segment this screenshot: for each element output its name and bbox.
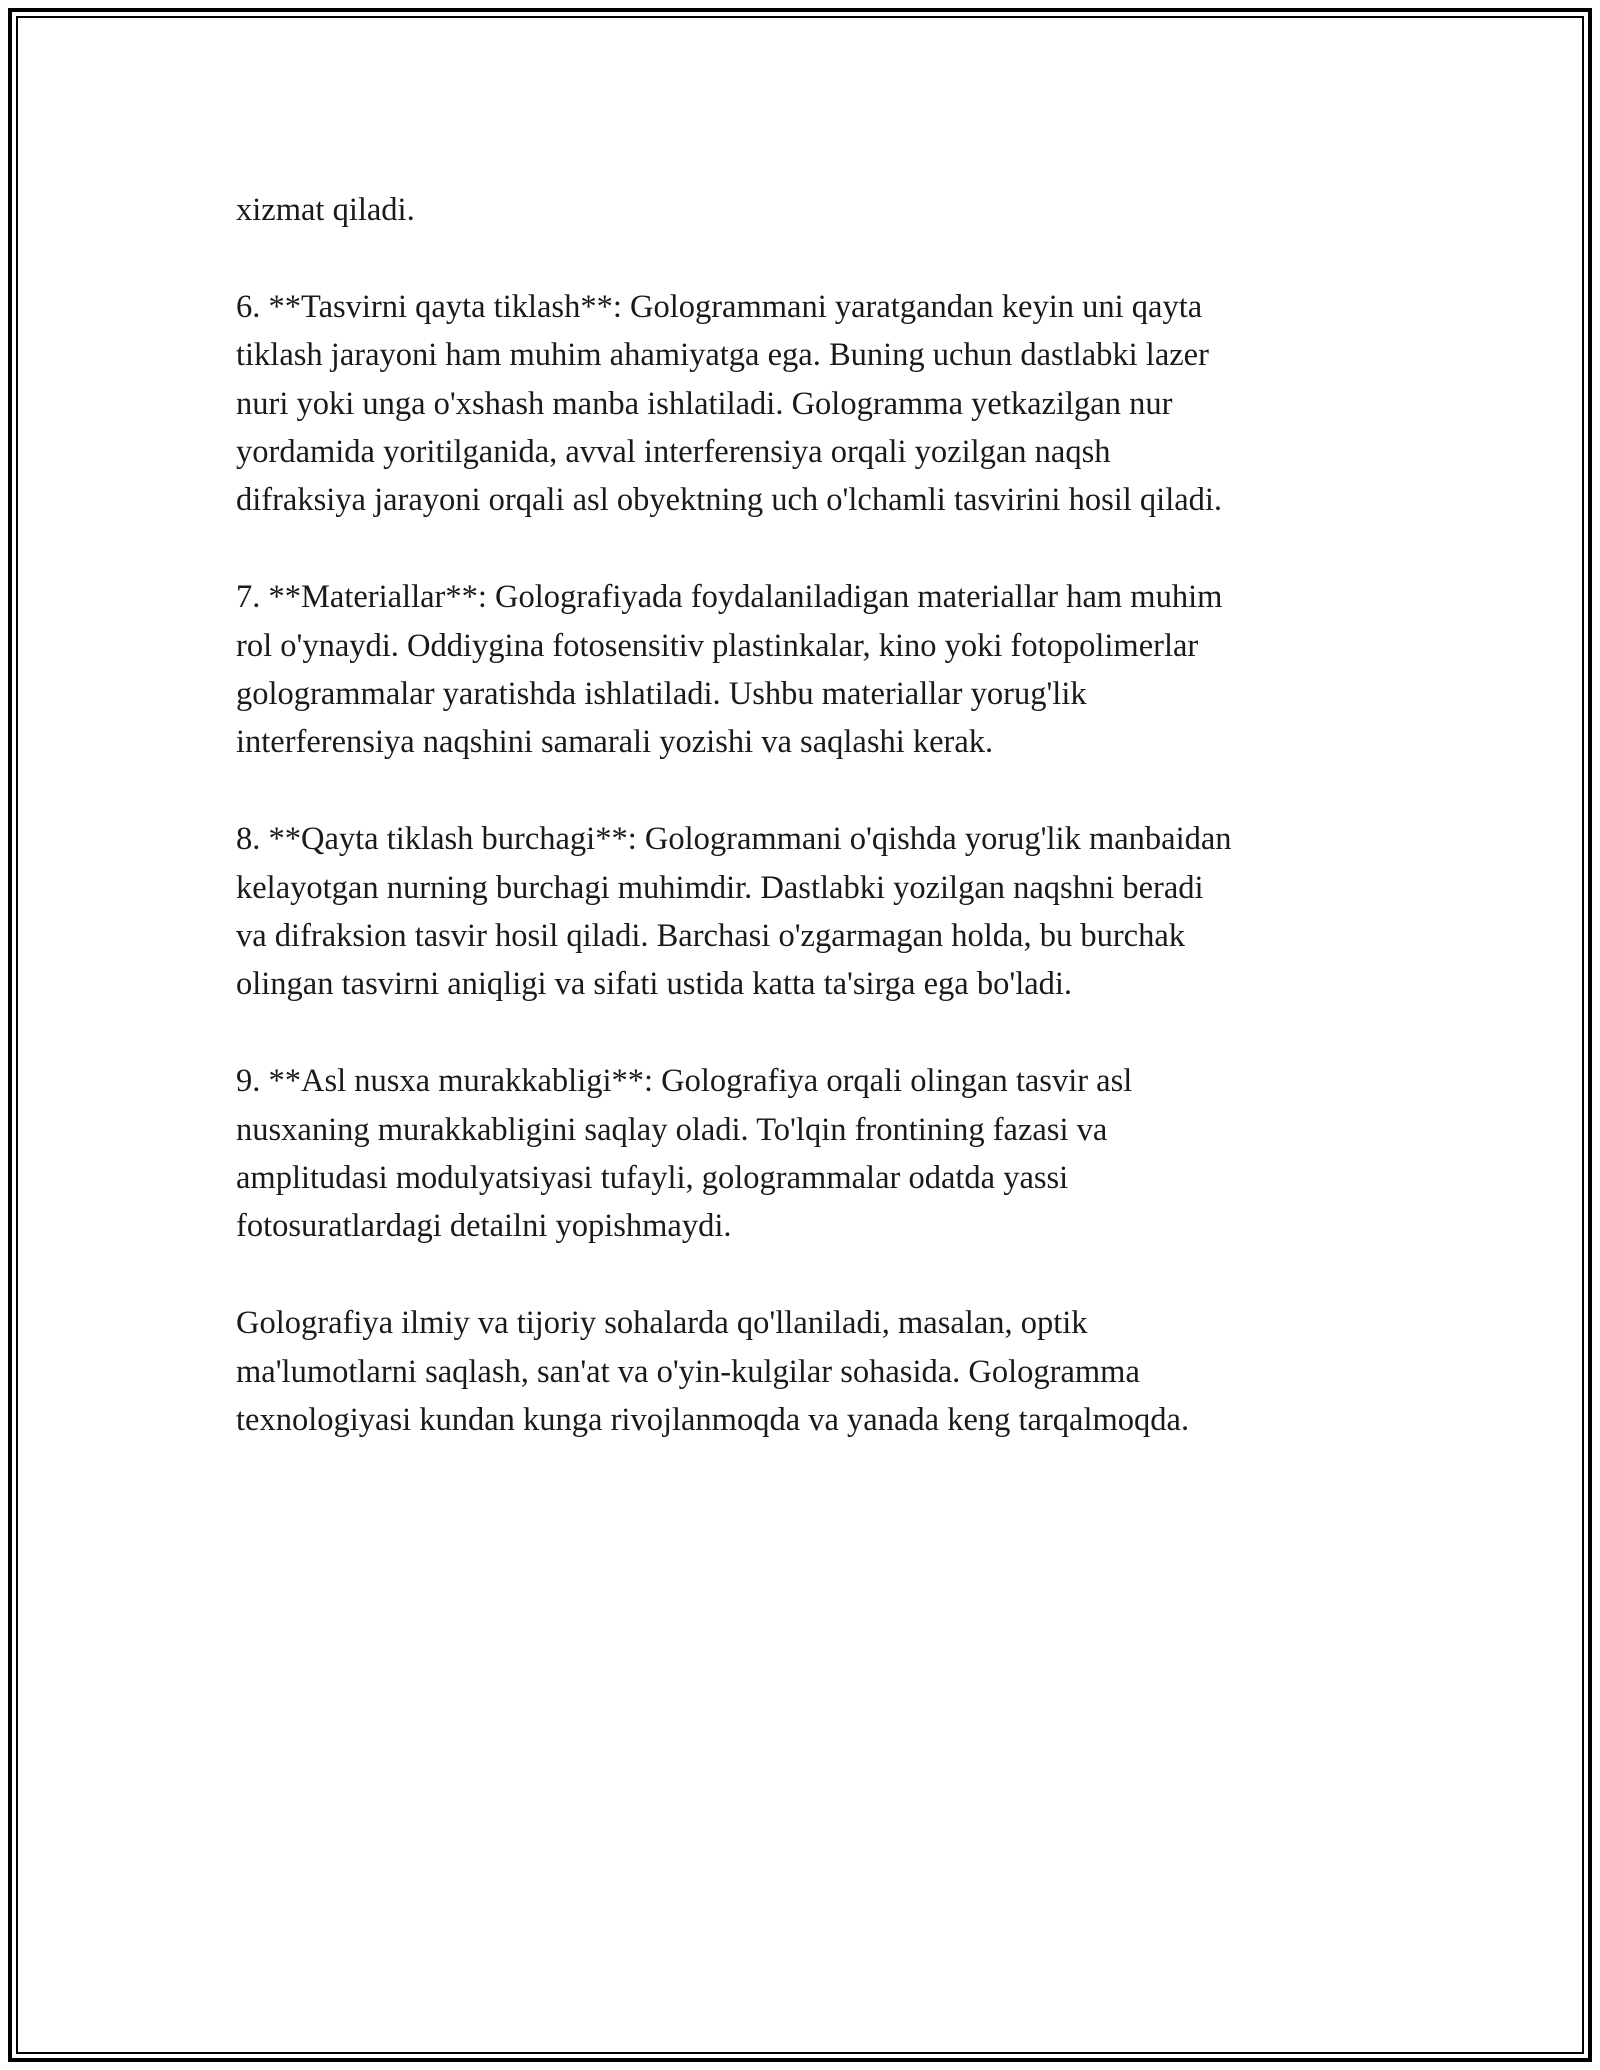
paragraph-item-9: [236, 1057, 1366, 1251]
paragraph-item-7: [236, 573, 1366, 767]
paragraph-continuation: [236, 186, 1366, 234]
text-line: interferensiya naqshini samarali yozishi va saqlashi kerak.: [236, 724, 994, 761]
paragraph-item-8: [236, 815, 1366, 1009]
paragraph-conclusion: [236, 1299, 1366, 1444]
text-line: nusxaning murakkabligini saqlay oladi. To'lqin frontining fazasi va: [236, 1111, 1108, 1148]
document-body: [236, 186, 1366, 1493]
text-line: fotosuratlardagi detailni yopishmaydi.: [236, 1208, 732, 1245]
text-line: kelayotgan nurning burchagi muhimdir. Dastlabki yozilgan naqshni beradi: [236, 869, 1204, 906]
text-line: va difraksion tasvir hosil qiladi. Barchasi o'zgarmagan holda, bu burchak: [236, 918, 1185, 955]
text-line: xizmat qiladi.: [236, 192, 415, 228]
text-line: amplitudasi modulyatsiyasi tufayli, gologrammalar odatda yassi: [236, 1160, 1069, 1197]
text-line: 6. **Tasvirni qayta tiklash**: Gologrammani yaratgandan keyin uni qayta: [236, 288, 1203, 325]
paragraph-item-6: [236, 283, 1366, 525]
text-line: texnologiyasi kundan kunga rivojlanmoqda va yanada keng tarqalmoqda.: [236, 1402, 1190, 1439]
text-line: rol o'ynaydi. Oddiygina fotosensitiv plastinkalar, kino yoki fotopolimerlar: [236, 627, 1199, 664]
text-line: ma'lumotlarni saqlash, san'at va o'yin-kulgilar sohasida. Gologramma: [236, 1353, 1140, 1390]
text-line: olingan tasvirni aniqligi va sifati ustida katta ta'sirga ega bo'ladi.: [236, 966, 1073, 1003]
text-line: tiklash jarayoni ham muhim ahamiyatga ega. Buning uchun dastlabki lazer: [236, 337, 1209, 374]
text-line: 9. **Asl nusxa murakkabligi**: Golografiya orqali olingan tasvir asl: [236, 1063, 1133, 1100]
text-line: 7. **Materiallar**: Golografiyada foydalaniladigan materiallar ham muhim: [236, 579, 1223, 616]
text-line: 8. **Qayta tiklash burchagi**: Gologrammani o'qishda yorug'lik manbaidan: [236, 821, 1232, 858]
text-line: difraksiya jarayoni orqali asl obyektning uch o'lchamli tasvirini hosil qiladi.: [236, 482, 1223, 519]
text-line: nuri yoki unga o'xshash manba ishlatiladi. Gologramma yetkazilgan nur: [236, 385, 1173, 422]
text-line: yordamida yoritilganida, avval interferensiya orqali yozilgan naqsh: [236, 434, 1111, 471]
text-line: gologrammalar yaratishda ishlatiladi. Ushbu materiallar yorug'lik: [236, 676, 1087, 713]
text-line: Golografiya ilmiy va tijoriy sohalarda qo'llaniladi, masalan, optik: [236, 1305, 1088, 1342]
